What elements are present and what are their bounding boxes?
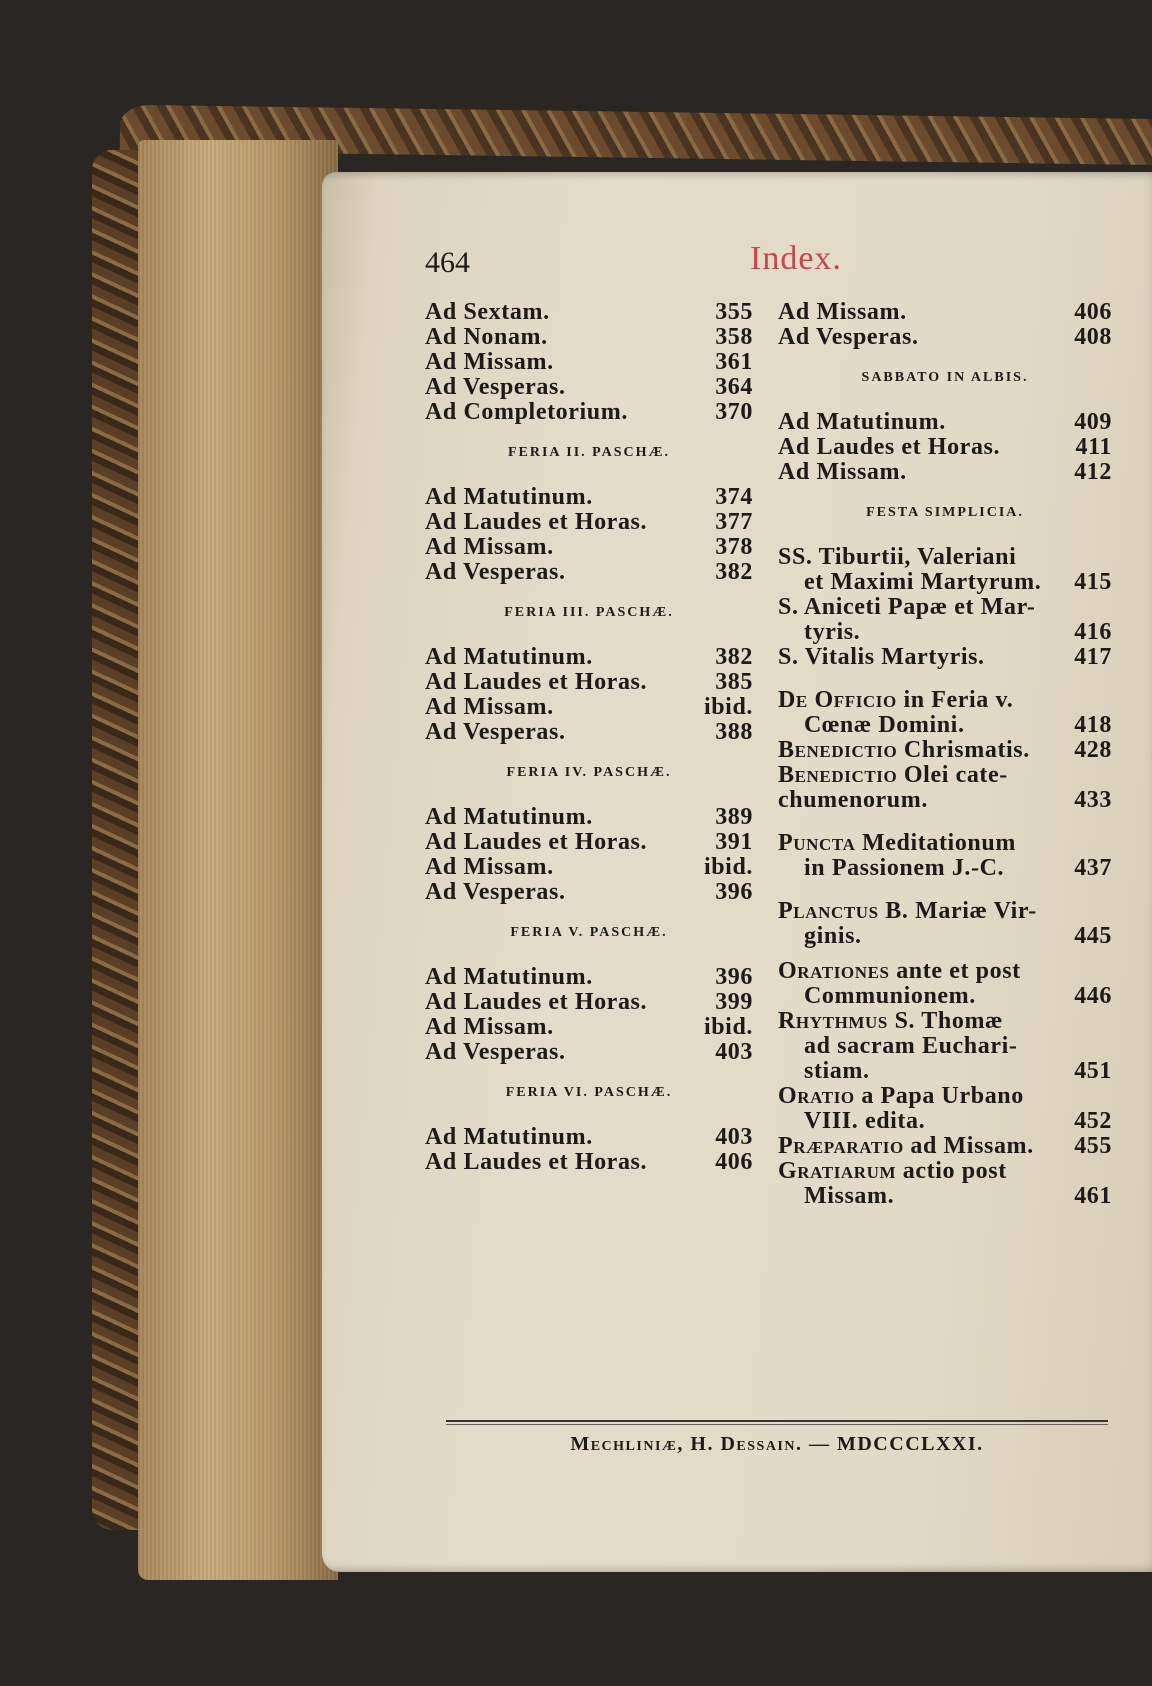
- index-group-1: [778, 300, 1112, 350]
- entry-page: 417: [1074, 644, 1112, 670]
- entry-title: Ad Matutinum.: [425, 644, 593, 670]
- index-entry: [778, 959, 1112, 1009]
- entry-page: 364: [715, 374, 753, 400]
- entry-page: 391: [715, 829, 753, 855]
- entry-page: 451: [1074, 1058, 1112, 1084]
- entry-title: a Papa Urbano: [854, 1083, 1024, 1109]
- entry-page: 409: [1074, 409, 1112, 435]
- index-entry: [425, 1125, 753, 1150]
- entry-page: 374: [715, 484, 753, 510]
- index-entry: [425, 805, 753, 830]
- entry-title: Ad Vesperas.: [425, 374, 566, 400]
- entry-title: Ad Vesperas.: [425, 879, 566, 905]
- entry-title: Meditationum: [855, 830, 1016, 856]
- index-entry: [778, 688, 1112, 738]
- cover-spine: [92, 150, 142, 1530]
- entry-page: ibid.: [703, 854, 753, 880]
- index-group-6: [425, 1125, 753, 1175]
- entry-title-cont: VIII. edita.: [804, 1108, 926, 1134]
- index-entry: [778, 325, 1112, 350]
- entry-title: ante et post: [889, 958, 1021, 984]
- entry-page: 382: [715, 644, 753, 670]
- page-edges: [138, 140, 338, 1580]
- entry-page: 403: [715, 1124, 753, 1150]
- index-entry: [778, 831, 1112, 881]
- index-entry: [425, 300, 753, 325]
- index-entry: [778, 595, 1112, 645]
- entry-title: Ad Missam.: [425, 1014, 554, 1040]
- index-entry: [425, 535, 753, 560]
- entry-title: Ad Missam.: [425, 854, 554, 880]
- index-entry: [425, 830, 753, 855]
- entry-title-cont: in Passionem J.-C.: [804, 855, 1005, 881]
- index-entry: [425, 720, 753, 745]
- entry-title-cont: ad sacram Euchari-: [804, 1033, 1018, 1059]
- index-entry: [778, 763, 1112, 813]
- index-entry: [425, 880, 753, 905]
- entry-title: Ad Laudes et Horas.: [425, 509, 648, 535]
- index-entry: [425, 325, 753, 350]
- section-heading: FERIA IV. PASCHÆ.: [506, 765, 672, 780]
- entry-title: Ad Missam.: [425, 349, 554, 375]
- entry-page: 361: [715, 349, 753, 375]
- entry-title-cont: ginis.: [804, 923, 862, 949]
- entry-title: S. Thomæ: [887, 1008, 1003, 1034]
- index-entry: [425, 485, 753, 510]
- entry-lead-word: De Officio: [778, 687, 897, 713]
- entry-title: Chrismatis.: [897, 737, 1030, 763]
- entry-title-cont: stiam.: [804, 1058, 870, 1084]
- entry-title-cont: tyris.: [804, 619, 861, 645]
- entry-title: Ad Matutinum.: [425, 1124, 593, 1150]
- index-column-right: [778, 300, 1112, 1209]
- index-group-4: [425, 805, 753, 905]
- entry-title: Ad Vesperas.: [425, 559, 566, 585]
- entry-page: 370: [715, 399, 753, 425]
- index-entry: [778, 1134, 1112, 1159]
- entry-page: 406: [715, 1149, 753, 1175]
- entry-page: 418: [1074, 712, 1112, 738]
- entry-page: 389: [715, 804, 753, 830]
- index-entry: [425, 400, 753, 425]
- entry-page: ibid.: [703, 694, 753, 720]
- section-heading: FERIA III. PASCHÆ.: [504, 605, 674, 620]
- entry-page: 388: [715, 719, 753, 745]
- entry-title: in Feria v.: [896, 687, 1014, 713]
- index-entry: [425, 990, 753, 1015]
- entry-lead-word: Benedictio: [778, 762, 898, 788]
- entry-title: Ad Matutinum.: [425, 804, 593, 830]
- entry-title: Ad Completorium.: [425, 399, 628, 425]
- section-heading: FERIA II. PASCHÆ.: [507, 445, 671, 460]
- entry-title: Ad Vesperas.: [425, 1039, 566, 1065]
- entry-page: 377: [715, 509, 753, 535]
- entry-title: ad Missam.: [903, 1133, 1034, 1159]
- entry-page: 385: [715, 669, 753, 695]
- page-number: 464: [425, 246, 470, 279]
- entry-lead-word: Puncta: [778, 830, 856, 856]
- entry-lead-word: Gratiarum: [778, 1158, 897, 1184]
- index-group-1: [425, 300, 753, 425]
- index-entry: [778, 410, 1112, 435]
- entry-title: Ad Vesperas.: [778, 324, 919, 350]
- entry-title: Ad Laudes et Horas.: [425, 989, 648, 1015]
- entry-page: 437: [1074, 855, 1112, 881]
- entry-title-cont: chumenorum.: [778, 787, 928, 813]
- entry-title: Ad Laudes et Horas.: [778, 434, 1001, 460]
- entry-title: Ad Matutinum.: [778, 409, 946, 435]
- entry-page: 415: [1074, 569, 1112, 595]
- index-column-left: [425, 300, 753, 1175]
- entry-title: actio post: [896, 1158, 1007, 1184]
- index-entry: [425, 510, 753, 535]
- index-entry: [425, 375, 753, 400]
- entry-page: 355: [715, 299, 753, 325]
- index-entry: [425, 1150, 753, 1175]
- footer-rule-thin: [446, 1424, 1108, 1425]
- entry-page: 411: [1075, 434, 1112, 460]
- index-entry: [778, 738, 1112, 763]
- entry-page: 399: [715, 989, 753, 1015]
- entry-title: S. Vitalis Martyris.: [778, 644, 985, 670]
- index-entry: [425, 670, 753, 695]
- entry-title-cont: Missam.: [804, 1183, 895, 1209]
- entry-page: 403: [715, 1039, 753, 1065]
- printer-imprint: Mechliniæ, H. Dessain. — MDCCCLXXI.: [570, 1433, 984, 1455]
- entry-page: 358: [715, 324, 753, 350]
- entry-page: ibid.: [703, 1014, 753, 1040]
- entry-title: Ad Laudes et Horas.: [425, 1149, 648, 1175]
- entry-lead-word: Rhythmus: [778, 1008, 888, 1034]
- entry-title: Olei cate-: [897, 762, 1008, 788]
- entry-page: 445: [1074, 923, 1112, 949]
- index-entry: [778, 300, 1112, 325]
- entry-page: 433: [1074, 787, 1112, 813]
- entry-title: Ad Laudes et Horas.: [425, 669, 648, 695]
- index-entry: [425, 1015, 753, 1040]
- index-entry: [425, 855, 753, 880]
- index-entry: [425, 965, 753, 990]
- entry-page: 452: [1074, 1108, 1112, 1134]
- index-group-2: [425, 485, 753, 585]
- entry-page: 428: [1074, 737, 1112, 763]
- entry-page: 412: [1074, 459, 1112, 485]
- index-group-3: [425, 645, 753, 745]
- entry-title: Ad Matutinum.: [425, 484, 593, 510]
- index-entry: [778, 645, 1112, 670]
- index-entry: [425, 645, 753, 670]
- entry-page: 461: [1074, 1183, 1112, 1209]
- entry-title: Ad Nonam.: [425, 324, 548, 350]
- entry-lead-word: Planctus: [778, 898, 879, 924]
- index-entry: [425, 350, 753, 375]
- index-entry: [778, 1159, 1112, 1209]
- index-group-2: [778, 410, 1112, 485]
- section-heading: FERIA V. PASCHÆ.: [510, 925, 668, 940]
- entry-lead-word: Præparatio: [778, 1133, 904, 1159]
- entry-title: B. Mariæ Vir-: [878, 898, 1037, 924]
- entry-title: Ad Missam.: [425, 534, 554, 560]
- entry-title: Ad Missam.: [425, 694, 554, 720]
- entry-page: 446: [1074, 983, 1112, 1009]
- entry-title: SS. Tiburtii, Valeriani: [778, 544, 1017, 570]
- index-entry: [778, 1084, 1112, 1134]
- entry-title-cont: et Maximi Martyrum.: [804, 569, 1042, 595]
- footer-rule: [446, 1420, 1108, 1422]
- entry-title: Ad Missam.: [778, 459, 907, 485]
- index-entry: [425, 695, 753, 720]
- entry-title: Ad Vesperas.: [425, 719, 566, 745]
- index-entry: [778, 1009, 1112, 1084]
- entry-page: 396: [715, 964, 753, 990]
- entry-lead-word: Oratio: [778, 1083, 855, 1109]
- index-entry: [425, 560, 753, 585]
- section-heading: SABBATO IN ALBIS.: [861, 370, 1029, 385]
- running-title: Index.: [750, 240, 842, 277]
- index-entry: [778, 899, 1112, 949]
- index-entry: [778, 460, 1112, 485]
- entry-title: Ad Missam.: [778, 299, 907, 325]
- entry-page: 396: [715, 879, 753, 905]
- entry-title: Ad Matutinum.: [425, 964, 593, 990]
- index-entry: [778, 545, 1112, 595]
- index-entry: [778, 435, 1112, 460]
- entry-lead-word: Benedictio: [778, 737, 898, 763]
- entry-title: Ad Sextam.: [425, 299, 550, 325]
- entry-page: 408: [1074, 324, 1112, 350]
- section-heading: FERIA VI. PASCHÆ.: [505, 1085, 673, 1100]
- entry-title-cont: Communionem.: [804, 983, 976, 1009]
- section-heading: FESTA SIMPLICIA.: [866, 505, 1024, 520]
- entry-page: 378: [715, 534, 753, 560]
- entry-lead-word: Orationes: [778, 958, 890, 984]
- entry-title-cont: Cœnæ Domini.: [804, 712, 965, 738]
- entry-page: 382: [715, 559, 753, 585]
- entry-page: 455: [1074, 1133, 1112, 1159]
- index-group-5: [425, 965, 753, 1065]
- entry-page: 406: [1074, 299, 1112, 325]
- index-entry: [425, 1040, 753, 1065]
- entry-title: S. Aniceti Papæ et Mar-: [778, 594, 1036, 620]
- entry-title: Ad Laudes et Horas.: [425, 829, 648, 855]
- entry-page: 416: [1074, 619, 1112, 645]
